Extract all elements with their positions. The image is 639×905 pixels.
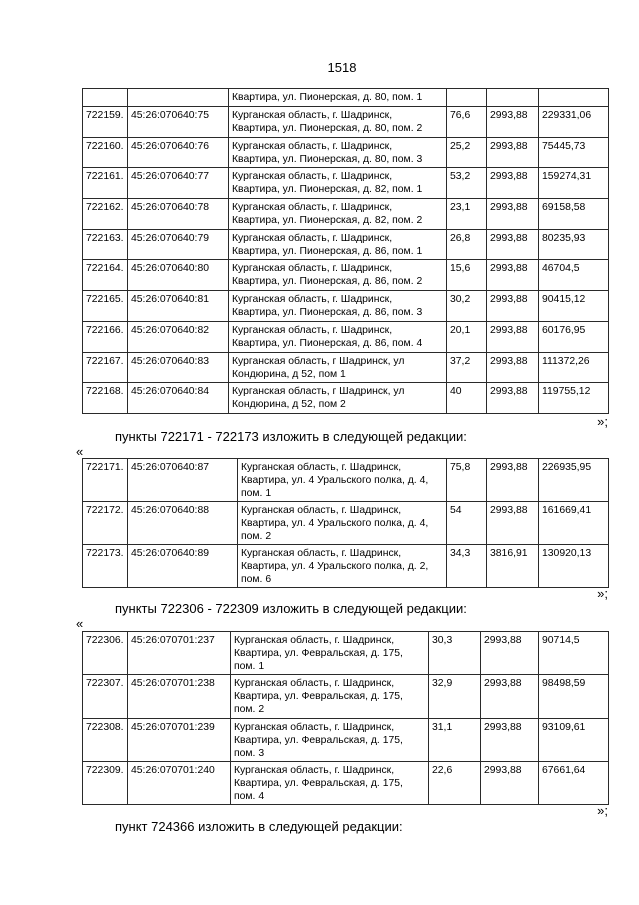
- table-row: [83, 383, 609, 414]
- area-cell: 34,3: [447, 545, 487, 588]
- rate-cell: 3816,91: [487, 545, 539, 588]
- address-cell: Курганская область, г. Шадринск, Квартира, ул. Февральская, д. 175, пом. 1: [231, 632, 429, 675]
- rate-cell: 2993,88: [487, 199, 539, 230]
- cadastral-number-cell: 45:26:070701:239: [128, 718, 231, 761]
- item-number-cell: 722167.: [83, 352, 128, 383]
- rate-cell: 2993,88: [481, 675, 539, 718]
- table-row: [83, 545, 609, 588]
- area-cell: 54: [447, 502, 487, 545]
- cadastral-number-cell: 45:26:070640:79: [128, 229, 229, 260]
- opening-quote: «: [76, 444, 84, 459]
- cadastral-number-cell: 45:26:070640:77: [128, 168, 229, 199]
- closing-quote: »;: [597, 803, 608, 818]
- page-number: 1518: [327, 60, 357, 75]
- opening-quote: «: [76, 616, 84, 631]
- cadastral-number-cell: 45:26:070640:76: [128, 137, 229, 168]
- item-number-cell: 722171.: [83, 459, 128, 502]
- item-number-cell: 722307.: [83, 675, 128, 718]
- address-cell: Курганская область, г. Шадринск, Квартира, ул. Пионерская, д. 82, пом. 1: [229, 168, 447, 199]
- address-cell: Курганская область, г. Шадринск, Квартира, ул. Пионерская, д. 86, пом. 3: [229, 291, 447, 322]
- cadastral-table: [82, 458, 609, 588]
- rate-cell: 2993,88: [487, 107, 539, 138]
- cadastral-number-cell: 45:26:070640:84: [128, 383, 229, 414]
- address-cell: Курганская область, г. Шадринск, Квартира, ул. 4 Уральского полка, д. 4, пом. 2: [238, 502, 447, 545]
- cadastral-value-cell: 130920,13: [539, 545, 609, 588]
- item-number-cell: 722161.: [83, 168, 128, 199]
- table-row: [83, 260, 609, 291]
- cadastral-value-cell: 46704,5: [539, 260, 609, 291]
- table-row: [83, 199, 609, 230]
- instruction-text: пункт 724366 изложить в следующей редакции:: [115, 819, 403, 834]
- rate-cell: 2993,88: [487, 229, 539, 260]
- rate-cell: 2993,88: [487, 459, 539, 502]
- cadastral-value-cell: 60176,95: [539, 321, 609, 352]
- closing-quote: »;: [597, 586, 608, 601]
- table-row: [83, 89, 609, 107]
- table-row: [83, 168, 609, 199]
- cadastral-number-cell: 45:26:070640:78: [128, 199, 229, 230]
- area-cell: 37,2: [447, 352, 487, 383]
- address-cell: Курганская область, г. Шадринск, Квартира, ул. Пионерская, д. 82, пом. 2: [229, 199, 447, 230]
- area-cell: 40: [447, 383, 487, 414]
- cadastral-number-cell: 45:26:070701:240: [128, 761, 231, 804]
- address-cell: Курганская область, г Шадринск, ул Кондюрина, д 52, пом 2: [229, 383, 447, 414]
- cadastral-number-cell: 45:26:070640:83: [128, 352, 229, 383]
- rate-cell: 2993,88: [481, 718, 539, 761]
- cadastral-value-cell: 69158,58: [539, 199, 609, 230]
- rate-cell: [487, 89, 539, 107]
- table-row: [83, 107, 609, 138]
- table-row: [83, 502, 609, 545]
- table-row: [83, 675, 609, 718]
- address-cell: Курганская область, г. Шадринск, Квартира, ул. Февральская, д. 175, пом. 3: [231, 718, 429, 761]
- rate-cell: 2993,88: [487, 168, 539, 199]
- cadastral-number-cell: 45:26:070701:237: [128, 632, 231, 675]
- area-cell: 20,1: [447, 321, 487, 352]
- area-cell: 32,9: [429, 675, 481, 718]
- item-number-cell: 722165.: [83, 291, 128, 322]
- item-number-cell: [83, 89, 128, 107]
- address-cell: Курганская область, г Шадринск, ул Кондюрина, д 52, пом 1: [229, 352, 447, 383]
- rate-cell: 2993,88: [487, 321, 539, 352]
- address-cell: Курганская область, г. Шадринск, Квартира, ул. Пионерская, д. 86, пом. 4: [229, 321, 447, 352]
- address-cell: Курганская область, г. Шадринск, Квартира, ул. Пионерская, д. 86, пом. 2: [229, 260, 447, 291]
- item-number-cell: 722159.: [83, 107, 128, 138]
- instruction-text: пункты 722306 - 722309 изложить в следующей редакции:: [115, 601, 467, 616]
- area-cell: 25,2: [447, 137, 487, 168]
- cadastral-value-cell: 90714,5: [539, 632, 609, 675]
- cadastral-number-cell: 45:26:070640:82: [128, 321, 229, 352]
- cadastral-value-cell: 159274,31: [539, 168, 609, 199]
- table-row: [83, 291, 609, 322]
- rate-cell: 2993,88: [487, 502, 539, 545]
- item-number-cell: 722172.: [83, 502, 128, 545]
- cadastral-value-cell: 119755,12: [539, 383, 609, 414]
- address-cell: Курганская область, г. Шадринск, Квартира, ул. 4 Уральского полка, д. 2, пом. 6: [238, 545, 447, 588]
- area-cell: 76,6: [447, 107, 487, 138]
- instruction-text: пункты 722171 - 722173 изложить в следующей редакции:: [115, 429, 467, 444]
- table-row: [83, 761, 609, 804]
- item-number-cell: 722166.: [83, 321, 128, 352]
- table-row: [83, 352, 609, 383]
- cadastral-number-cell: 45:26:070640:80: [128, 260, 229, 291]
- address-cell: Курганская область, г. Шадринск, Квартира, ул. Пионерская, д. 86, пом. 1: [229, 229, 447, 260]
- cadastral-number-cell: 45:26:070701:238: [128, 675, 231, 718]
- rate-cell: 2993,88: [481, 632, 539, 675]
- area-cell: 26,8: [447, 229, 487, 260]
- cadastral-value-cell: 111372,26: [539, 352, 609, 383]
- cadastral-number-cell: 45:26:070640:75: [128, 107, 229, 138]
- item-number-cell: 722309.: [83, 761, 128, 804]
- table-row: [83, 718, 609, 761]
- cadastral-value-cell: [539, 89, 609, 107]
- item-number-cell: 722308.: [83, 718, 128, 761]
- address-cell: Курганская область, г. Шадринск, Квартира, ул. Пионерская, д. 80, пом. 3: [229, 137, 447, 168]
- cadastral-value-cell: 90415,12: [539, 291, 609, 322]
- table-row: [83, 229, 609, 260]
- rate-cell: 2993,88: [487, 352, 539, 383]
- item-number-cell: 722163.: [83, 229, 128, 260]
- cadastral-value-cell: 229331,06: [539, 107, 609, 138]
- area-cell: 30,3: [429, 632, 481, 675]
- item-number-cell: 722162.: [83, 199, 128, 230]
- address-cell: Курганская область, г. Шадринск, Квартира, ул. Февральская, д. 175, пом. 2: [231, 675, 429, 718]
- cadastral-number-cell: 45:26:070640:87: [128, 459, 238, 502]
- area-cell: 53,2: [447, 168, 487, 199]
- area-cell: 15,6: [447, 260, 487, 291]
- cadastral-number-cell: [128, 89, 229, 107]
- address-cell: Курганская область, г. Шадринск, Квартира, ул. Пионерская, д. 80, пом. 2: [229, 107, 447, 138]
- rate-cell: 2993,88: [487, 383, 539, 414]
- rate-cell: 2993,88: [481, 761, 539, 804]
- rate-cell: 2993,88: [487, 260, 539, 291]
- item-number-cell: 722164.: [83, 260, 128, 291]
- table-body: [83, 459, 609, 588]
- cadastral-value-cell: 75445,73: [539, 137, 609, 168]
- cadastral-number-cell: 45:26:070640:88: [128, 502, 238, 545]
- cadastral-value-cell: 93109,61: [539, 718, 609, 761]
- table-body: [83, 89, 609, 414]
- cadastral-value-cell: 161669,41: [539, 502, 609, 545]
- area-cell: 31,1: [429, 718, 481, 761]
- table-row: [83, 137, 609, 168]
- table-row: [83, 632, 609, 675]
- table-row: [83, 459, 609, 502]
- item-number-cell: 722160.: [83, 137, 128, 168]
- address-cell: Курганская область, г. Шадринск, Квартира, ул. 4 Уральского полка, д. 4, пом. 1: [238, 459, 447, 502]
- closing-quote: »;: [597, 414, 608, 429]
- cadastral-value-cell: 67661,64: [539, 761, 609, 804]
- address-cell: Курганская область, г. Шадринск, Квартира, ул. Февральская, д. 175, пом. 4: [231, 761, 429, 804]
- table-body: [83, 632, 609, 805]
- cadastral-value-cell: 226935,95: [539, 459, 609, 502]
- address-cell: Квартира, ул. Пионерская, д. 80, пом. 1: [229, 89, 447, 107]
- cadastral-number-cell: 45:26:070640:81: [128, 291, 229, 322]
- item-number-cell: 722306.: [83, 632, 128, 675]
- item-number-cell: 722173.: [83, 545, 128, 588]
- area-cell: 30,2: [447, 291, 487, 322]
- cadastral-number-cell: 45:26:070640:89: [128, 545, 238, 588]
- table-row: [83, 321, 609, 352]
- item-number-cell: 722168.: [83, 383, 128, 414]
- cadastral-table: [82, 88, 609, 414]
- area-cell: 23,1: [447, 199, 487, 230]
- cadastral-table: [82, 631, 609, 805]
- cadastral-value-cell: 80235,93: [539, 229, 609, 260]
- area-cell: [447, 89, 487, 107]
- rate-cell: 2993,88: [487, 291, 539, 322]
- cadastral-value-cell: 98498,59: [539, 675, 609, 718]
- area-cell: 22,6: [429, 761, 481, 804]
- rate-cell: 2993,88: [487, 137, 539, 168]
- area-cell: 75,8: [447, 459, 487, 502]
